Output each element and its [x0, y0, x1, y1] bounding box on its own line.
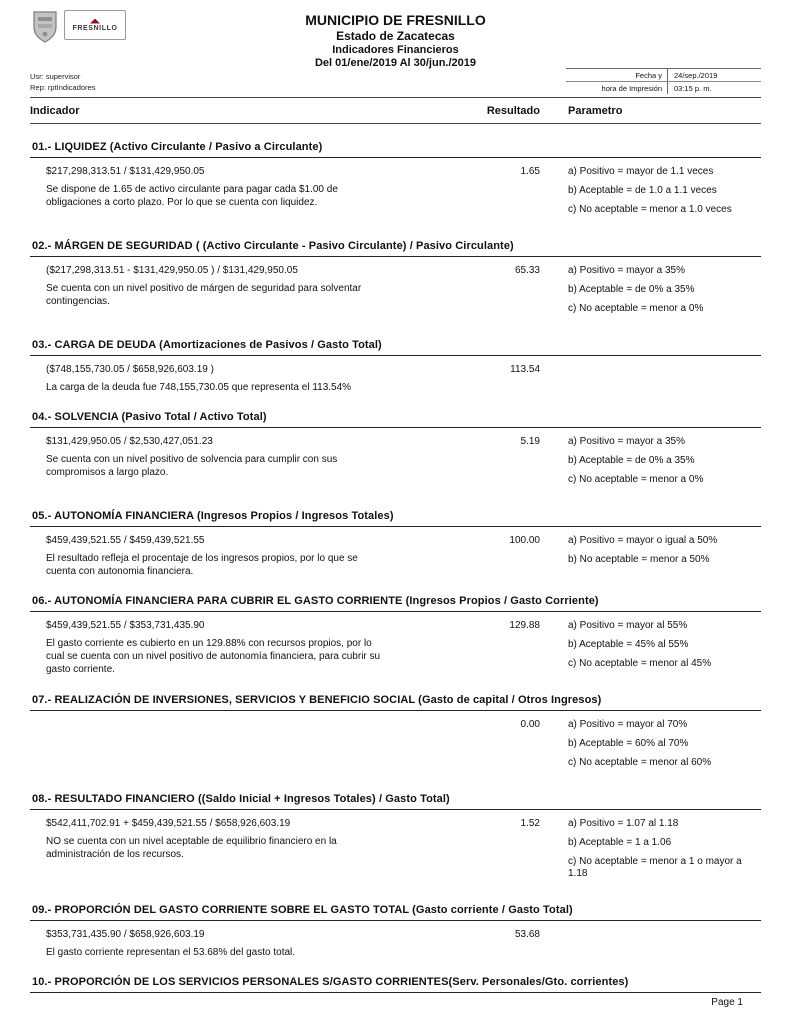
parameter-item: b) Aceptable = 60% al 70%	[568, 738, 689, 749]
parameter-item: a) Positivo = mayor a 35%	[568, 265, 685, 276]
section-body	[30, 527, 761, 578]
parameter-item: a) Positivo = mayor o igual a 50%	[568, 535, 718, 546]
result-value: 1.52	[520, 818, 540, 829]
section-title: 04.- SOLVENCIA (Pasivo Total / Activo Total)	[30, 411, 761, 428]
parameters-list	[540, 535, 761, 578]
result-value: 5.19	[520, 436, 540, 447]
parameter-item: c) No aceptable = menor a 0%	[568, 474, 704, 485]
formula-text: ($217,298,313.51 - $131,429,950.05 ) / $131,429,950.05	[46, 265, 298, 276]
parameters-list	[540, 719, 761, 776]
page-number: Page 1	[711, 997, 743, 1008]
result-value: 100.00	[509, 535, 540, 546]
print-label-line1: Fecha y	[566, 69, 668, 81]
section-title: 08.- RESULTADO FINANCIERO ((Saldo Inicial + Ingresos Totales) / Gasto Total)	[30, 793, 761, 810]
section-indicator-column	[30, 364, 455, 394]
indicator-section	[30, 904, 761, 959]
section-indicator-column	[30, 620, 455, 677]
parameter-item: b) Aceptable = de 0% a 35%	[568, 455, 695, 466]
description-text: El gasto corriente es cubierto en un 129.88% con recursos propios, por lo cual se cuenta con un nivel positivo de autonomía financiera, para cubrir su gasto corriente.	[46, 638, 381, 675]
section-indicator-column	[30, 265, 455, 322]
parameter-item: a) Positivo = mayor al 70%	[568, 719, 688, 730]
parameters-list	[540, 166, 761, 223]
description-text: El resultado refleja el procentaje de los ingresos propios, por lo que se cuenta con autonomia financiera.	[46, 553, 358, 577]
indicator-section	[30, 976, 761, 1001]
municipality-title: MUNICIPIO DE FRESNILLO	[305, 12, 486, 28]
parameter-item: b) Aceptable = de 1.0 a 1.1 veces	[568, 185, 717, 196]
parameter-item: c) No aceptable = menor a 1 o mayor a 1.18	[568, 856, 742, 879]
title-block	[30, 10, 761, 69]
zacatecas-crest-icon	[32, 10, 58, 44]
formula-text: $542,411,702.91 + $459,439,521.55 / $658,926,603.19	[46, 818, 291, 829]
section-body	[30, 810, 761, 887]
indicator-section	[30, 411, 761, 493]
report-id-line: Rep: rptIndicadores	[30, 82, 96, 92]
section-indicator-column	[30, 719, 455, 776]
parameters-list	[540, 364, 761, 394]
logo-group	[32, 10, 126, 44]
indicator-section	[30, 141, 761, 223]
parameters-list	[540, 929, 761, 959]
parameter-item: b) No aceptable = menor a 50%	[568, 554, 710, 565]
parameter-item: a) Positivo = mayor al 55%	[568, 620, 688, 631]
report-period: Del 01/ene/2019 Al 30/jun./2019	[314, 57, 477, 69]
print-time-row	[566, 82, 761, 94]
parameters-list	[540, 818, 761, 887]
indicator-section	[30, 339, 761, 394]
parameter-item: b) Aceptable = 45% al 55%	[568, 639, 689, 650]
description-text: Se cuenta con un nivel positivo de márgen de seguridad para solventar contingencias.	[46, 283, 362, 307]
result-value: 53.68	[514, 929, 540, 940]
parameter-item: c) No aceptable = menor al 45%	[568, 658, 712, 669]
report-body	[30, 141, 761, 1001]
description-text: El gasto corriente representan el 53.68% del gasto total.	[46, 947, 296, 958]
description-text: Se cuenta con un nivel positivo de solvencia para cumplir con sus compromisos a largo plazo.	[46, 454, 338, 478]
section-title: 03.- CARGA DE DEUDA (Amortizaciones de Pasivos / Gasto Total)	[30, 339, 761, 356]
result-value: 129.88	[509, 620, 540, 631]
indicator-section	[30, 595, 761, 677]
section-indicator-column	[30, 929, 455, 959]
column-indicator: Indicador	[30, 105, 80, 117]
section-body	[30, 428, 761, 493]
section-title: 09.- PROPORCIÓN DEL GASTO CORRIENTE SOBRE EL GASTO TOTAL (Gasto corriente / Gasto Total)	[30, 904, 761, 921]
user-info	[30, 72, 95, 94]
print-time-value: 03:15 p. m.	[674, 84, 712, 93]
formula-text: ($748,155,730.05 / $658,926,603.19 )	[46, 364, 214, 375]
fresnillo-logo-mark-icon	[90, 19, 100, 24]
meta-row	[30, 68, 761, 98]
section-body	[30, 257, 761, 322]
report-header	[30, 10, 761, 68]
section-body	[30, 612, 761, 677]
section-indicator-column	[30, 436, 455, 493]
parameter-item: b) Aceptable = de 0% a 35%	[568, 284, 695, 295]
result-value: 0.00	[520, 719, 540, 730]
print-date-row	[566, 69, 761, 82]
parameter-item: a) Positivo = mayor de 1.1 veces	[568, 166, 714, 177]
parameter-item: a) Positivo = mayor a 35%	[568, 436, 685, 447]
description-text: Se dispone de 1.65 de activo circulante para pagar cada $1.00 de obligaciones a corto plazo. Por lo que se cuenta con liquidez.	[46, 184, 338, 208]
column-header-row	[30, 98, 761, 124]
description-text: NO se cuenta con un nivel aceptable de equilibrio financiero en la administración de los recursos.	[46, 836, 337, 860]
section-indicator-column	[30, 535, 455, 578]
description-text: La carga de la deuda fue 748,155,730.05 que representa el 113.54%	[46, 382, 352, 393]
parameter-item: c) No aceptable = menor a 0%	[568, 303, 704, 314]
parameter-item: b) Aceptable = 1 a 1.06	[568, 837, 672, 848]
section-indicator-column	[30, 166, 455, 223]
fresnillo-logo	[64, 10, 126, 40]
report-title: Indicadores Financieros	[332, 44, 459, 56]
column-parameter: Parametro	[568, 105, 623, 117]
indicator-section	[30, 240, 761, 322]
section-title: 01.- LIQUIDEZ (Activo Circulante / Pasivo a Circulante)	[30, 141, 761, 158]
parameters-list	[540, 265, 761, 322]
indicator-section	[30, 793, 761, 887]
section-title: 10.- PROPORCIÓN DE LOS SERVICIOS PERSONALES S/GASTO CORRIENTES(Serv. Personales/Gto. corrientes)	[30, 976, 761, 993]
formula-text: $459,439,521.55 / $353,731,435.90	[46, 620, 205, 631]
section-title: 07.- REALIZACIÓN DE INVERSIONES, SERVICIOS Y BENEFICIO SOCIAL (Gasto de capital / Otros Ingresos)	[30, 694, 761, 711]
print-label-line2: hora de Impresión	[566, 82, 668, 94]
section-body	[30, 921, 761, 959]
parameters-list	[540, 620, 761, 677]
formula-text: $459,439,521.55 / $459,439,521.55	[46, 535, 205, 546]
state-subtitle: Estado de Zacatecas	[336, 29, 455, 43]
parameter-item: c) No aceptable = menor al 60%	[568, 757, 712, 768]
parameter-item: a) Positivo = 1.07 al 1.18	[568, 818, 679, 829]
column-result: Resultado	[486, 105, 540, 117]
section-body	[30, 711, 761, 776]
section-body	[30, 158, 761, 223]
result-value: 1.65	[520, 166, 540, 177]
section-indicator-column	[30, 818, 455, 887]
formula-text: $131,429,950.05 / $2,530,427,051.23	[46, 436, 213, 447]
formula-text: $217,298,313.51 / $131,429,950.05	[46, 166, 205, 177]
parameter-item: c) No aceptable = menor a 1.0 veces	[568, 204, 732, 215]
indicator-section	[30, 694, 761, 776]
parameters-list	[540, 436, 761, 493]
section-title: 05.- AUTONOMÍA FINANCIERA (Ingresos Propios / Ingresos Totales)	[30, 510, 761, 527]
section-body	[30, 993, 761, 1001]
formula-text: $353,731,435.90 / $658,926,603.19	[46, 929, 205, 940]
section-title: 02.- MÁRGEN DE SEGURIDAD ( (Activo Circulante - Pasivo Circulante) / Pasivo Circulante)	[30, 240, 761, 257]
user-line: Usr: supervisor	[30, 72, 81, 81]
section-title: 06.- AUTONOMÍA FINANCIERA PARA CUBRIR EL GASTO CORRIENTE (Ingresos Propios / Gasto Corriente)	[30, 595, 761, 612]
fresnillo-logo-text: FRESNILLO	[72, 24, 118, 32]
section-body	[30, 356, 761, 394]
print-info-box	[566, 68, 761, 94]
indicator-section	[30, 510, 761, 578]
result-value: 65.33	[514, 265, 540, 276]
print-date-value: 24/sep./2019	[674, 71, 718, 80]
result-value: 113.54	[510, 364, 540, 375]
